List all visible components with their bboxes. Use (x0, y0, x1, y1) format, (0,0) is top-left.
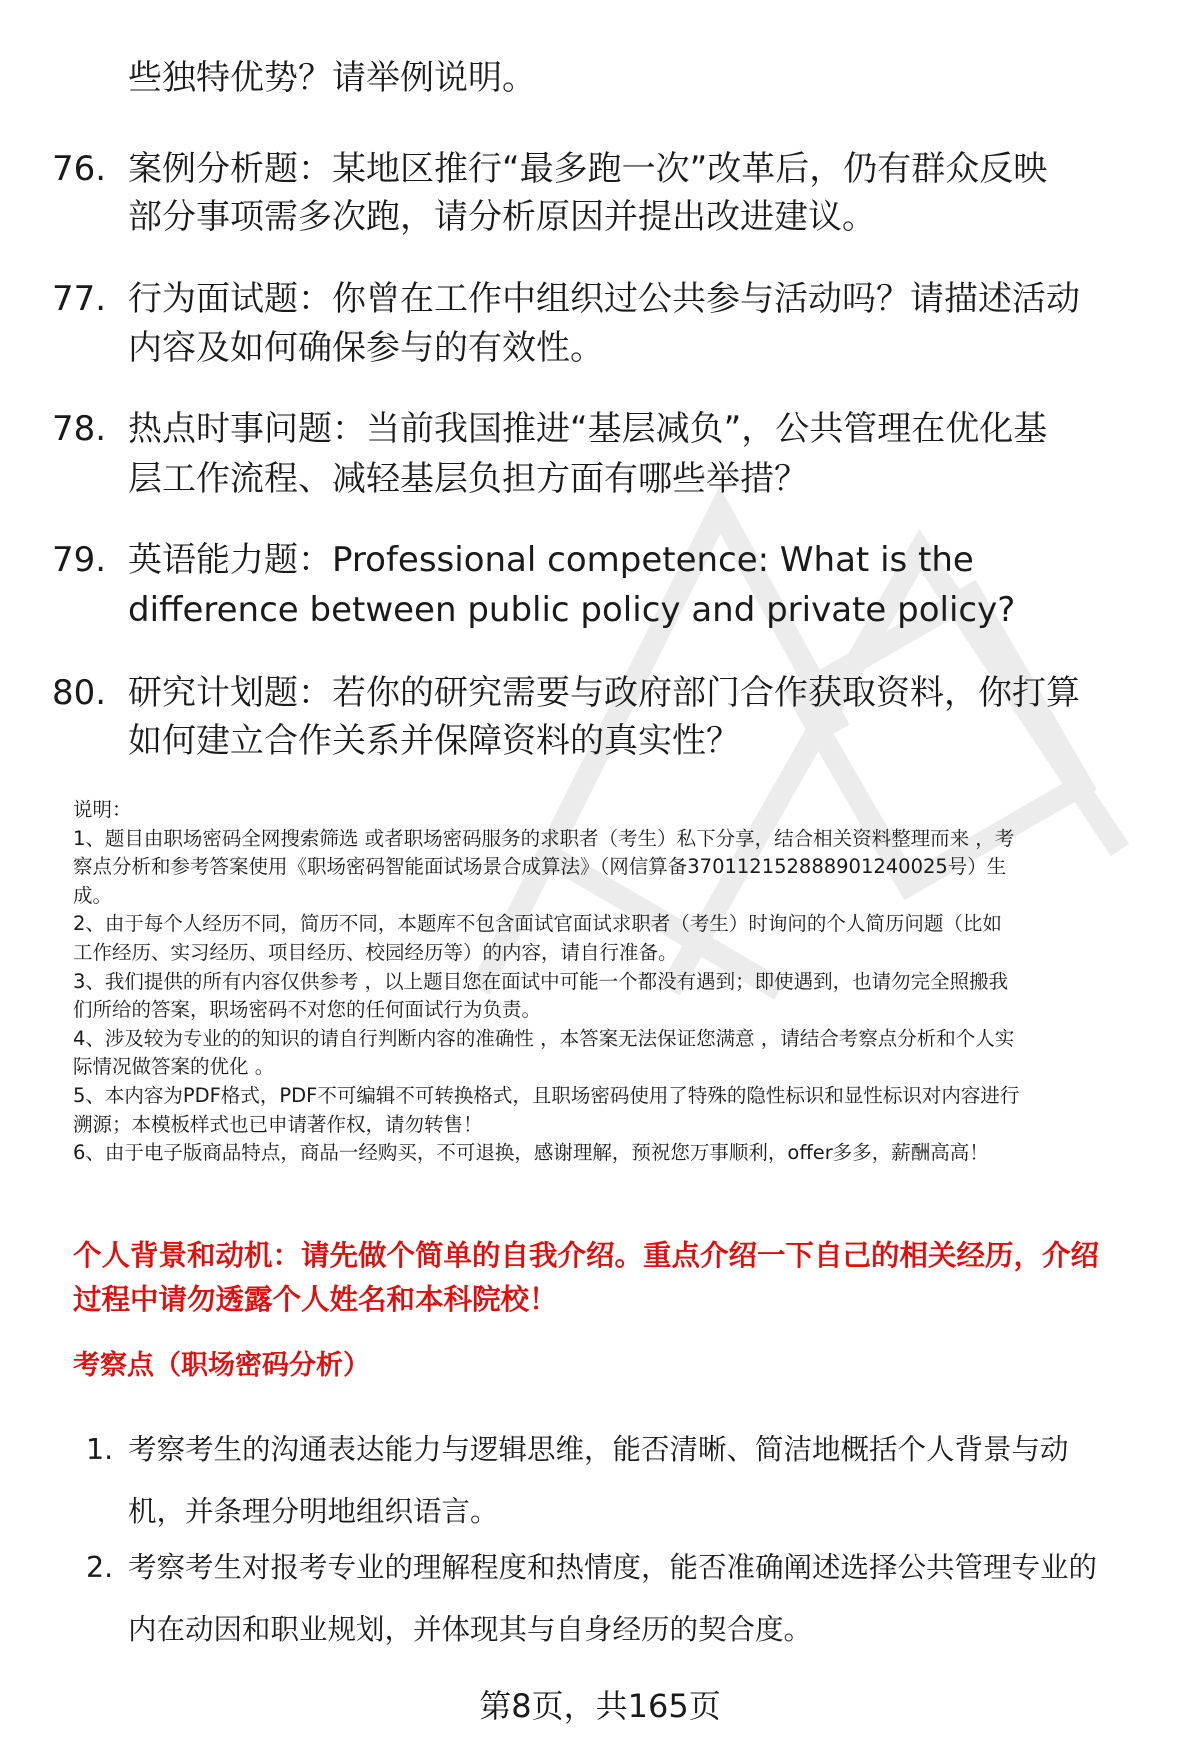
notes-line: 6、由于电子版商品特点，商品一经购买，不可退换，感谢理解，预祝您万事顺利，offer多多，薪酬高高！ (73, 1141, 989, 1165)
notes-section (73, 796, 1158, 1168)
analysis-point-number-1: 1. (86, 1433, 114, 1466)
notes-line: 际情况做答案的优化 。 (73, 1055, 275, 1079)
analysis-point-1-line-1: 考察考生的沟通表达能力与逻辑思维，能否清晰、简洁地概括个人背景与动 (128, 1433, 1069, 1466)
question-number-76: 76. (52, 149, 107, 189)
question-number-79: 79. (52, 540, 107, 580)
motivation-line-1: 个人背景和动机：请先做个简单的自我介绍。重点介绍一下自己的相关经历，介绍 (73, 1239, 1100, 1272)
question-80-line-1: 研究计划题：若你的研究需要与政府部门合作获取资料，你打算 (128, 673, 1080, 713)
notes-line: 3、我们提供的所有内容仅供参考 ，以上题目您在面试中可能一个都没有遇到；即使遇到，也请勿完全照搬我 (73, 969, 1009, 993)
analysis-point-2-line-1: 考察考生对报考专业的理解程度和热情度，能否准确阐述选择公共管理专业的 (128, 1551, 1098, 1584)
notes-line: 2、由于每个人经历不同，简历不同，本题库不包含面试官面试求职者（考生）时询问的个人简历问题（比如 (73, 912, 1002, 936)
notes-line: 察点分析和参考答案使用《职场密码智能面试场景合成算法》（网信算备370112152888901240025号）生 (73, 855, 1007, 879)
question-76-line-2: 部分事项需多次跑，请分析原因并提出改进建议。 (128, 197, 876, 237)
analysis-title: 考察点（职场密码分析） (73, 1350, 370, 1381)
question-78-line-1: 热点时事问题：当前我国推进“基层减负”，公共管理在优化基 (128, 409, 1048, 449)
question-78-line-2: 层工作流程、减轻基层负担方面有哪些举措？ (128, 459, 808, 499)
question-80-line-2: 如何建立合作关系并保障资料的真实性？ (128, 721, 740, 761)
analysis-point-number-2: 2. (86, 1551, 114, 1584)
notes-line: 1、题目由职场密码全网搜索筛选 或者职场密码服务的求职者（考生）私下分享，结合相关资料整理而来 ，考 (73, 826, 1015, 850)
question-75-continuation: 些独特优势？请举例说明。 (128, 58, 536, 98)
question-76-line-1: 案例分析题：某地区推行“最多跑一次”改革后，仍有群众反映 (128, 149, 1048, 189)
question-77-line-2: 内容及如何确保参与的有效性。 (128, 328, 604, 368)
question-79-line-1: 英语能力题：Professional competence: What is the (128, 540, 974, 580)
question-77-line-1: 行为面试题：你曾在工作中组织过公共参与活动吗？请描述活动 (128, 279, 1080, 319)
notes-title: 说明： (73, 798, 132, 821)
question-number-80: 80. (52, 673, 107, 713)
page-number-footer: 第8页，共165页 (479, 1687, 721, 1725)
notes-line: 溯源；本模板样式也已申请著作权，请勿转售！ (73, 1112, 483, 1136)
motivation-line-2: 过程中请勿透露个人姓名和本科院校！ (73, 1283, 558, 1316)
analysis-point-2-line-2: 内在动因和职业规划，并体现其与自身经历的契合度。 (128, 1613, 813, 1646)
notes-line: 工作经历、实习经历、项目经历、校园经历等）的内容，请自行准备。 (73, 940, 678, 964)
motivation-question (73, 1234, 1163, 1322)
question-number-78: 78. (52, 409, 107, 449)
question-79-line-2: difference between public policy and private policy? (128, 590, 1016, 630)
notes-line: 成。 (73, 883, 113, 907)
notes-line: 4、涉及较为专业的的知识的请自行判断内容的准确性 ，本答案无法保证您满意 ，请结合考察点分析和个人实 (73, 1026, 1015, 1050)
notes-line: 们所给的答案，职场密码不对您的任何面试行为负责。 (73, 998, 542, 1022)
notes-line: 5、本内容为PDF格式，PDF不可编辑不可转换格式，且职场密码使用了特殊的隐性标识和显性标识对内容进行 (73, 1083, 1020, 1107)
question-number-77: 77. (52, 279, 107, 319)
analysis-point-1-line-2: 机，并条理分明地组织语言。 (128, 1495, 499, 1528)
